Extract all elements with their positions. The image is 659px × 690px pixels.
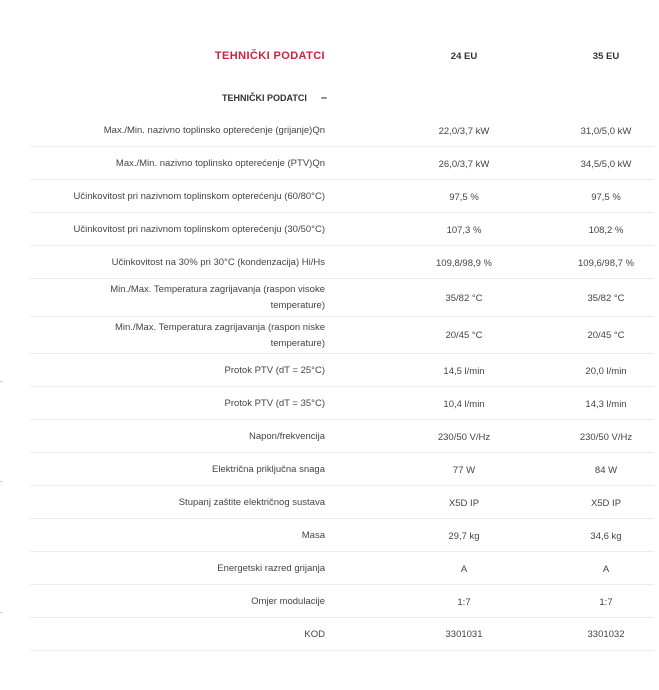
row-value-35eu: 109,6/98,7 % [578, 258, 634, 269]
row-value-35eu: X5D IP [590, 498, 622, 509]
table-row [30, 519, 654, 552]
row-value-35eu: 1:7 [599, 597, 613, 608]
table-row [30, 618, 654, 651]
row-value-35eu: 108,2 % [588, 225, 624, 236]
row-value-35eu: 34,6 kg [590, 531, 622, 542]
row-label: Električna priključna snaga [211, 464, 325, 475]
header-model-35eu: 35 EU [592, 51, 620, 62]
table-row [30, 486, 654, 519]
edge-divider [0, 381, 3, 382]
row-label: Max./Min. nazivno toplinsko opterećenje (PTV)Qn [115, 158, 325, 169]
row-value-24eu: A [460, 564, 468, 575]
table-row [30, 279, 654, 317]
row-label: Min./Max. Temperatura zagrijavanja (raspon niske temperature) [115, 322, 325, 349]
table-row [30, 354, 654, 387]
header-model-24eu: 24 EU [450, 51, 478, 62]
table-row [30, 552, 654, 585]
row-value-35eu: 97,5 % [591, 192, 621, 203]
row-value-24eu: 107,3 % [446, 225, 482, 236]
table-row [30, 180, 654, 213]
row-value-24eu: 1:7 [457, 597, 471, 608]
row-value-24eu: X5D IP [448, 498, 480, 509]
row-value-24eu: 3301031 [445, 629, 483, 640]
row-value-35eu: 230/50 V/Hz [579, 432, 633, 443]
section-label: TEHNIČKI PODATCI [222, 93, 307, 103]
row-label: Max./Min. nazivno toplinsko opterećenje (grijanje)Qn [103, 125, 325, 136]
row-value-24eu: 109,8/98,9 % [436, 258, 492, 269]
row-label: Učinkovitost pri nazivnom toplinskom opterećenju (30/50°C) [73, 224, 325, 235]
table-row [30, 114, 654, 147]
row-label: Omjer modulacije [251, 596, 325, 607]
row-value-24eu: 29,7 kg [448, 531, 480, 542]
row-value-35eu: 14,3 l/min [585, 399, 627, 410]
header-title: TEHNIČKI PODATCI [214, 50, 325, 62]
row-label: Učinkovitost na 30% pri 30°C (kondenzacija) Hi/Hs [111, 257, 325, 268]
row-label: Učinkovitost pri nazivnom toplinskom opterećenju (60/80°C) [73, 191, 325, 202]
row-value-35eu: 3301032 [587, 629, 625, 640]
edge-divider [0, 481, 3, 482]
row-value-35eu: 20/45 °C [587, 330, 625, 341]
row-label: Protok PTV (dT = 25°C) [224, 365, 325, 376]
table-row [30, 453, 654, 486]
row-value-24eu: 97,5 % [449, 192, 479, 203]
row-value-35eu: 31,0/5,0 kW [580, 126, 632, 137]
row-label: Masa [301, 530, 325, 541]
row-value-35eu: 34,5/5,0 kW [580, 159, 632, 170]
table-row [30, 213, 654, 246]
row-label: Protok PTV (dT = 35°C) [224, 398, 325, 409]
row-value-24eu: 10,4 l/min [443, 399, 485, 410]
table-row [30, 420, 654, 453]
row-label: Stupanj zaštite električnog sustava [178, 497, 325, 508]
table-row [30, 387, 654, 420]
row-label: Min./Max. Temperatura zagrijavanja (raspon visoke temperature) [110, 284, 325, 311]
row-value-35eu: 20,0 l/min [585, 366, 627, 377]
row-value-24eu: 230/50 V/Hz [437, 432, 491, 443]
row-label: KOD [304, 629, 325, 640]
table-row [30, 246, 654, 279]
collapse-icon: – [320, 92, 327, 104]
spec-table [30, 114, 654, 651]
table-row [30, 585, 654, 618]
table-header [30, 40, 654, 75]
section-toggle-tehnicki-podatci[interactable] [222, 92, 327, 104]
row-value-24eu: 14,5 l/min [443, 366, 485, 377]
table-row [30, 317, 654, 354]
row-value-35eu: 35/82 °C [587, 293, 625, 304]
edge-divider [0, 612, 3, 613]
row-value-24eu: 35/82 °C [445, 293, 483, 304]
row-value-35eu: 84 W [594, 465, 618, 476]
row-label: Napon/frekvencija [248, 431, 325, 442]
row-value-35eu: A [602, 564, 610, 575]
row-label: Energetski razred grijanja [217, 563, 325, 574]
row-value-24eu: 22,0/3,7 kW [438, 126, 490, 137]
row-value-24eu: 20/45 °C [445, 330, 483, 341]
row-value-24eu: 77 W [452, 465, 476, 476]
table-row [30, 147, 654, 180]
row-value-24eu: 26,0/3,7 kW [438, 159, 490, 170]
